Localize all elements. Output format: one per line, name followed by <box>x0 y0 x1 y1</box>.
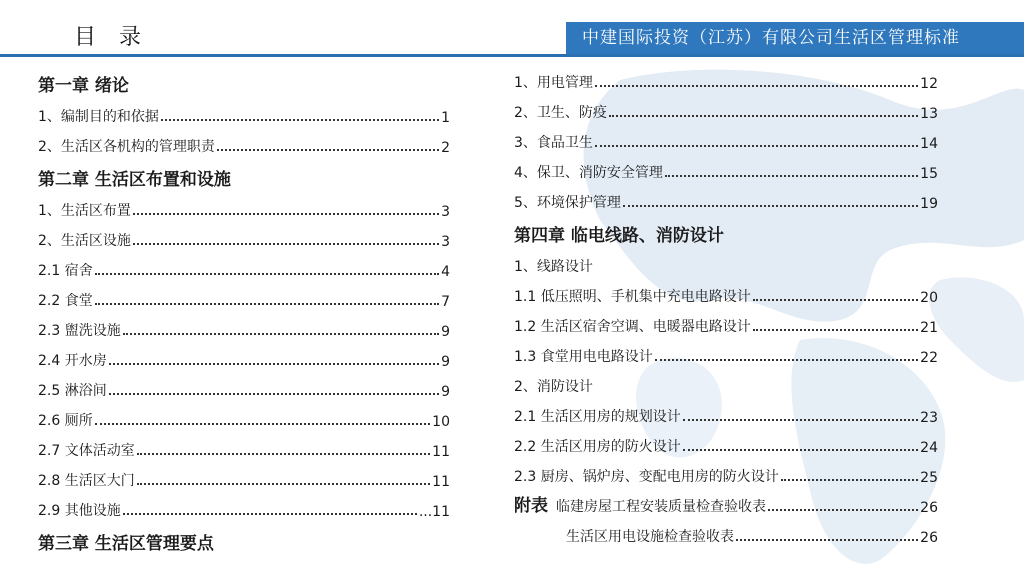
toc-entry-label: 4、保卫、消防安全管理 <box>514 165 663 181</box>
toc-entry[interactable] <box>38 190 450 220</box>
toc-page-number: 19 <box>920 196 938 212</box>
toc-entry[interactable] <box>38 460 450 490</box>
dot-leader <box>655 359 918 361</box>
toc-entry-label: 2.3 盥洗设施 <box>38 323 121 339</box>
toc-page-number: 9 <box>441 384 450 400</box>
toc-entry-label: 2.1 宿舍 <box>38 263 93 279</box>
toc-left-column <box>38 62 450 554</box>
toc-entry-label: 2.8 生活区大门 <box>38 473 135 489</box>
section-heading: 2、消防设计 <box>514 379 593 395</box>
toc-entry-label: 3、食品卫生 <box>514 135 593 151</box>
dot-leader <box>623 205 918 207</box>
toc-entry[interactable] <box>514 306 938 336</box>
toc-entry-label: 2.7 文体活动室 <box>38 443 135 459</box>
toc-entry[interactable] <box>514 182 938 212</box>
toc-page-number: 20 <box>920 290 938 306</box>
dot-leader <box>609 115 918 117</box>
toc-entry[interactable] <box>514 276 938 306</box>
dot-leader <box>137 483 430 485</box>
toc-entry-label: 1、用电管理 <box>514 75 593 91</box>
toc-page-number: 9 <box>441 324 450 340</box>
toc-entry-label: 2.3 厨房、锅炉房、变配电用房的防火设计 <box>514 469 779 485</box>
dot-leader <box>95 423 430 425</box>
section-heading: 1、线路设计 <box>514 259 593 275</box>
toc-entry-label: 1、生活区布置 <box>38 203 131 219</box>
toc-page-number: 26 <box>920 530 938 546</box>
toc-entry[interactable] <box>514 152 938 182</box>
toc-entry[interactable] <box>38 280 450 310</box>
dot-leader <box>595 145 918 147</box>
toc-page-number: 23 <box>920 410 938 426</box>
toc-entry[interactable] <box>38 220 450 250</box>
dot-leader <box>683 449 918 451</box>
toc-entry[interactable] <box>514 486 938 516</box>
chapter-heading: 第四章 临电线路、消防设计 <box>514 226 724 246</box>
toc-entry-label: 1.2 生活区宿舍空调、电暖器电路设计 <box>514 319 751 335</box>
toc-entry-label: 2.4 开水房 <box>38 353 107 369</box>
dot-leader <box>109 363 439 365</box>
chapter-heading: 第二章 生活区布置和设施 <box>38 170 231 190</box>
dot-leader <box>683 419 918 421</box>
header-divider <box>0 54 1024 57</box>
toc-page-number: 7 <box>441 294 450 310</box>
dot-leader <box>753 329 918 331</box>
toc-page-number: 24 <box>920 440 938 456</box>
toc-page-number: 9 <box>441 354 450 370</box>
toc-list <box>38 190 450 520</box>
dot-leader <box>137 453 430 455</box>
toc-entry[interactable] <box>38 126 450 156</box>
toc-entry[interactable] <box>514 62 938 92</box>
toc-page-number: 1 <box>441 110 450 126</box>
toc-page-number: 11 <box>432 444 450 460</box>
toc-entry-label: 1.1 低压照明、手机集中充电电路设计 <box>514 289 751 305</box>
toc-page-number: 26 <box>920 500 938 516</box>
dot-leader <box>665 175 918 177</box>
toc-page-number: 13 <box>920 106 938 122</box>
toc-list <box>514 276 938 366</box>
toc-entry-label: 生活区用电设施检查验收表 <box>566 529 734 545</box>
toc-page-number: 25 <box>920 470 938 486</box>
dot-leader <box>133 243 439 245</box>
toc-entry-label: 5、环境保护管理 <box>514 195 621 211</box>
toc-entry-label: 临建房屋工程安装质量检查验收表 <box>556 499 766 515</box>
chapter-heading: 第一章 绪论 <box>38 76 129 96</box>
toc-entry[interactable] <box>38 310 450 340</box>
toc-list <box>38 96 450 156</box>
toc-list <box>514 62 938 212</box>
toc-entry[interactable] <box>514 122 938 152</box>
toc-entry-label: 2.9 其他设施 <box>38 503 121 519</box>
toc-entry-label: 1、编制目的和依据 <box>38 109 159 125</box>
dot-leader <box>753 299 918 301</box>
toc-entry[interactable] <box>38 430 450 460</box>
toc-entry[interactable] <box>514 516 938 546</box>
toc-entry-label: 2、生活区设施 <box>38 233 131 249</box>
toc-right-column <box>514 62 938 546</box>
toc-entry[interactable] <box>514 92 938 122</box>
toc-entry[interactable] <box>38 400 450 430</box>
toc-page-number: 14 <box>920 136 938 152</box>
dot-leader <box>123 513 417 515</box>
dot-leader <box>595 85 918 87</box>
chapter-heading: 第三章 生活区管理要点 <box>38 534 214 554</box>
dot-leader <box>95 273 439 275</box>
toc-page-number: 15 <box>920 166 938 182</box>
toc-page-number: 12 <box>920 76 938 92</box>
toc-entry[interactable] <box>38 96 450 126</box>
toc-entry[interactable] <box>514 336 938 366</box>
toc-entry-label: 1.3 食堂用电电路设计 <box>514 349 653 365</box>
toc-entry[interactable] <box>38 250 450 280</box>
toc-entry-label: 2.6 厕所 <box>38 413 93 429</box>
toc-entry[interactable] <box>514 456 938 486</box>
toc-entry-label: 2、生活区各机构的管理职责 <box>38 139 215 155</box>
toc-page-number: 3 <box>441 204 450 220</box>
appendix-tag: 附表 <box>514 496 548 516</box>
toc-entry[interactable] <box>38 370 450 400</box>
dot-leader <box>217 149 439 151</box>
toc-entry-label: 2.2 食堂 <box>38 293 93 309</box>
dot-leader <box>95 303 439 305</box>
dot-leader <box>736 539 918 541</box>
toc-page-number: 3 <box>441 234 450 250</box>
dot-leader <box>768 509 918 511</box>
dot-leader <box>133 213 439 215</box>
toc-page-number: 11 <box>432 474 450 490</box>
toc-entry[interactable] <box>514 396 938 426</box>
dot-leader <box>123 333 439 335</box>
toc-list <box>514 396 938 486</box>
toc-entry[interactable] <box>38 340 450 370</box>
company-banner: 中建国际投资（江苏）有限公司生活区管理标准 <box>566 22 1024 54</box>
toc-page-number: ...11 <box>418 504 450 520</box>
toc-entry[interactable] <box>514 426 938 456</box>
toc-page-number: 2 <box>441 140 450 156</box>
page-title: 目 录 <box>74 25 149 50</box>
dot-leader <box>109 393 439 395</box>
dot-leader <box>781 479 918 481</box>
toc-page-number: 22 <box>920 350 938 366</box>
toc-page-number: 10 <box>432 414 450 430</box>
toc-entry-label: 2、卫生、防疫 <box>514 105 607 121</box>
toc-page-number: 21 <box>920 320 938 336</box>
toc-entry[interactable] <box>38 490 450 520</box>
toc-page-number: 4 <box>441 264 450 280</box>
toc-entry-label: 2.5 淋浴间 <box>38 383 107 399</box>
toc-entry-label: 2.2 生活区用房的防火设计 <box>514 439 681 455</box>
toc-entry-label: 2.1 生活区用房的规划设计 <box>514 409 681 425</box>
dot-leader <box>161 119 439 121</box>
